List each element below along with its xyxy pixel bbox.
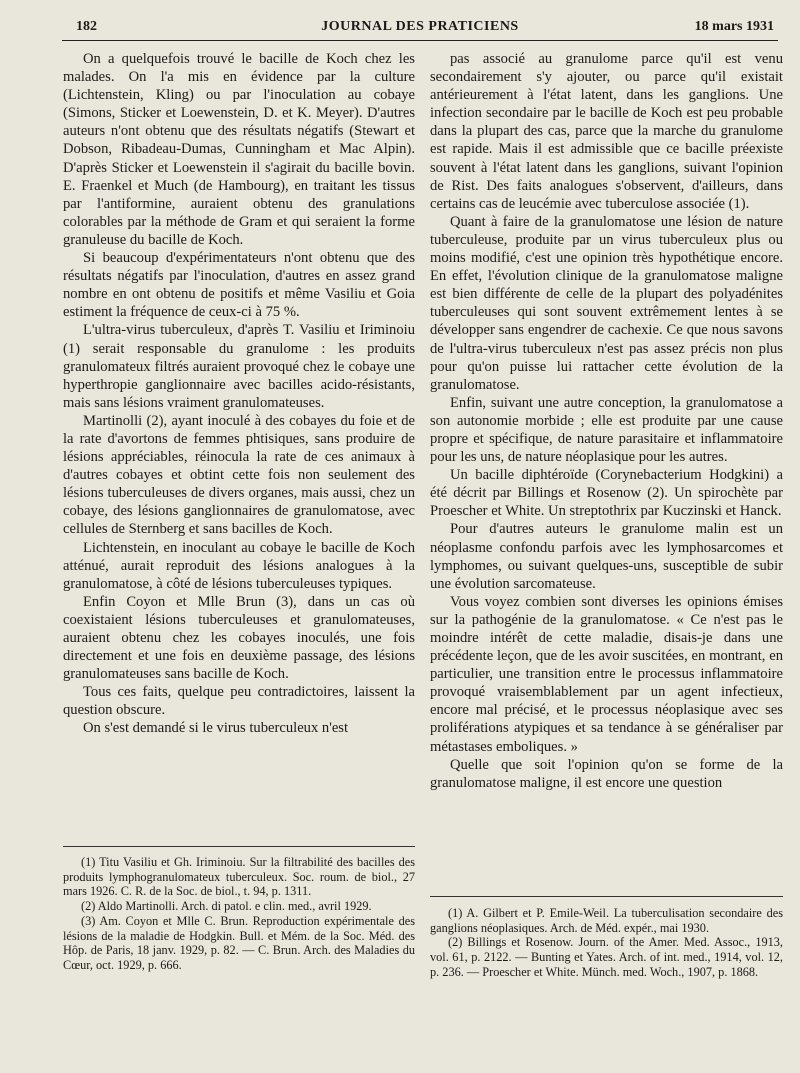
footnote: (2) Aldo Martinolli. Arch. di patol. e clin. med., avril 1929. [81,899,372,914]
footnotes-right [430,906,783,1026]
right-column [430,50,783,890]
footnote: (1) A. Gilbert et P. Emile-Weil. La tuberculisation secondaire des ganglions néoplasiques. Arch. de Méd. expér., mai 1930. [430,906,783,935]
paragraph: On s'est demandé si le virus tuberculeux n'est [83,720,349,737]
paragraph: Un bacille diphtéroïde (Corynebacterium Hodgkini) a été décrit par Billings et Rosenow (2). Un spirochète par Proescher et White. Un streptothrix par Kuczinski et Hanck. [430,467,783,520]
paragraph: Quant à faire de la granulomatose une lésion de nature tuberculeuse, produite par un virus tuberculeux plus ou moins modifié, c'est une opinion très hypothétique encore. En effet, l'évolution clinique de la granulomatose maligne est bien différente de celle de la plupart des polyadénites tuberculeuses qui sont souvent extrêmement lentes à se développer sans engendrer de cachexie. Ce que nous savons de l'ultra-virus tuberculeux n'est pas assez précis non plus pour qu'on puisse lui rattacher cette évolution de la granulomatose. [430,213,783,393]
left-column [63,50,415,840]
footnote-rule-right [430,896,783,897]
paragraph: Enfin, suivant une autre conception, la granulomatose a son autonomie morbide ; elle est produite par une cause propre et spécifique, de nature parasitaire et inflammatoire pour les uns, de nature néoplasique pour les autres. [430,394,783,466]
paragraph: Martinolli (2), ayant inoculé à des cobayes du foie et de la rate d'avortons de femmes phtisiques, sans produire de lésions appréciables, réinocula la rate de ces animaux à d'autres cobayes et obtint cette fois non seulement des lésions tuberculeuses de divers organes, mais aussi, chez un cobaye, des lésions ganglionnaires de granulomatose, avec cellules de Sternberg et sans bacilles de Koch. [63,412,415,538]
paragraph: Si beaucoup d'expérimentateurs n'ont obtenu que des résultats négatifs par l'inoculation, d'autres en assez grand nombre en ont obtenu de positifs et même Vasiliu et Goia estiment la fréquence de ceux-ci à 75 %. [63,250,415,321]
journal-title: JOURNAL DES PRATICIENS [321,19,519,34]
footnote: (3) Am. Coyon et Mlle C. Brun. Reproduction expérimentale des lésions de la maladie de Hodgkin. Bull. et Mém. de la Soc. Méd. des Hôp. de Paris, 18 janv. 1929, p. 82. — C. Brun. Arch. des Maladies du Cœur, oct. 1929, p. 666. [63,913,415,972]
footnote-rule-left [63,846,415,847]
footnotes-left [63,855,415,1025]
paragraph: Lichtenstein, en inoculant au cobaye le bacille de Koch atténué, aurait reproduit des lésions analogues à la granulomatose, à côté de lésions tuberculeuses typiques. [63,539,415,592]
footnote: (1) Titu Vasiliu et Gh. Iriminoiu. Sur la filtrabilité des bacilles des produits lymphogranulomateux tuberculeux. Soc. roum. de biol., 27 mars 1926. C. R. de la Soc. de biol., t. 94, p. 1311. [63,855,415,899]
page-number: 182 [76,19,97,34]
paragraph: Vous voyez combien sont diverses les opinions émises sur la pathogénie de la granulomatose. « Ce n'est pas le moindre intérêt de cette maladie, disais-je dans une précédente leçon, que de les avoir suscitées, en montrant, en particulier, une transition entre le processus inflammatoire provoqué vraisemblablement par un agent infectieux, encore mal précisé, et le processus néoplasique avec ses proliférations atypiques et sa tendance à se généraliser par métastases emboliques. » [430,593,783,755]
footnote: (2) Billings et Rosenow. Journ. of the Amer. Med. Assoc., 1913, vol. 61, p. 2122. — Bunting et Yates. Arch. of int. med., 1914, vol. 12, p. 236. — Proescher et White. Münch. med. Woch., 1907, p. 1868. [430,935,783,979]
paragraph: L'ultra-virus tuberculeux, d'après T. Vasiliu et Iriminoiu (1) serait responsable du granulome : les produits granulomateux filtrés auraient provoqué chez le cobaye une hyperthropie ganglionnaire avec bacilles acido-résistants, mais sans lésions vraiment granulomateuses. [63,322,415,411]
page-header [62,14,778,41]
issue-date: 18 mars 1931 [694,19,774,34]
paragraph: Pour d'autres auteurs le granulome malin est un néoplasme confondu parfois avec les lymphosarcomes et lymphomes, ou suivant quelques-uns, susceptible de subir une évolution sarcomateuse. [430,521,783,592]
paragraph: Tous ces faits, quelque peu contradictoires, laissent la question obscure. [63,684,415,719]
paragraph: On a quelquefois trouvé le bacille de Koch chez les malades. On l'a mis en évidence par la culture (Lichtenstein, Kling) ou par l'inoculation au cobaye (Simons, Sticker et Loewenstein, D. et K. Meyer). D'autres auteurs n'ont obtenu que des résultats négatifs (Stewart et Dobson, Ribadeau-Dumas, Cunningham et Mac Alpin). D'après Sticker et Loewenstein il s'agirait du bacille bovin. E. Fraenkel et Much (de Hambourg), en traitant les tissus par l'antiformine, auraient obtenu des granulations colorables par la méthode de Gram et qui seraient la forme granuleuse du bacille de Koch. [63,51,415,248]
paragraph: Quelle que soit l'opinion qu'on se forme de la granulomatose maligne, il est encore une question [430,756,783,791]
paragraph: pas associé au granulome parce qu'il est venu secondairement s'y ajouter, ou parce qu'il existait antérieurement à l'état latent, dans les ganglions. Une infection secondaire par le bacille de Koch est peu probable dans la plupart des cas, parce que la marche du granulome est rapide. Mais il est admissible que ce bacille préexiste souvent à l'état latent dans les ganglions, suivant l'opinion de Rist. Des faits analogues s'observent, d'ailleurs, dans certains cas de leucémie avec tuberculose associée (1). [430,51,783,212]
paragraph: Enfin Coyon et Mlle Brun (3), dans un cas où coexistaient lésions tuberculeuses et granulomateuses, auraient obtenu chez les cobayes inoculés, une fois directement et une fois en deuxième passage, des lésions granulomateuses sans bacille de Koch. [63,593,415,683]
